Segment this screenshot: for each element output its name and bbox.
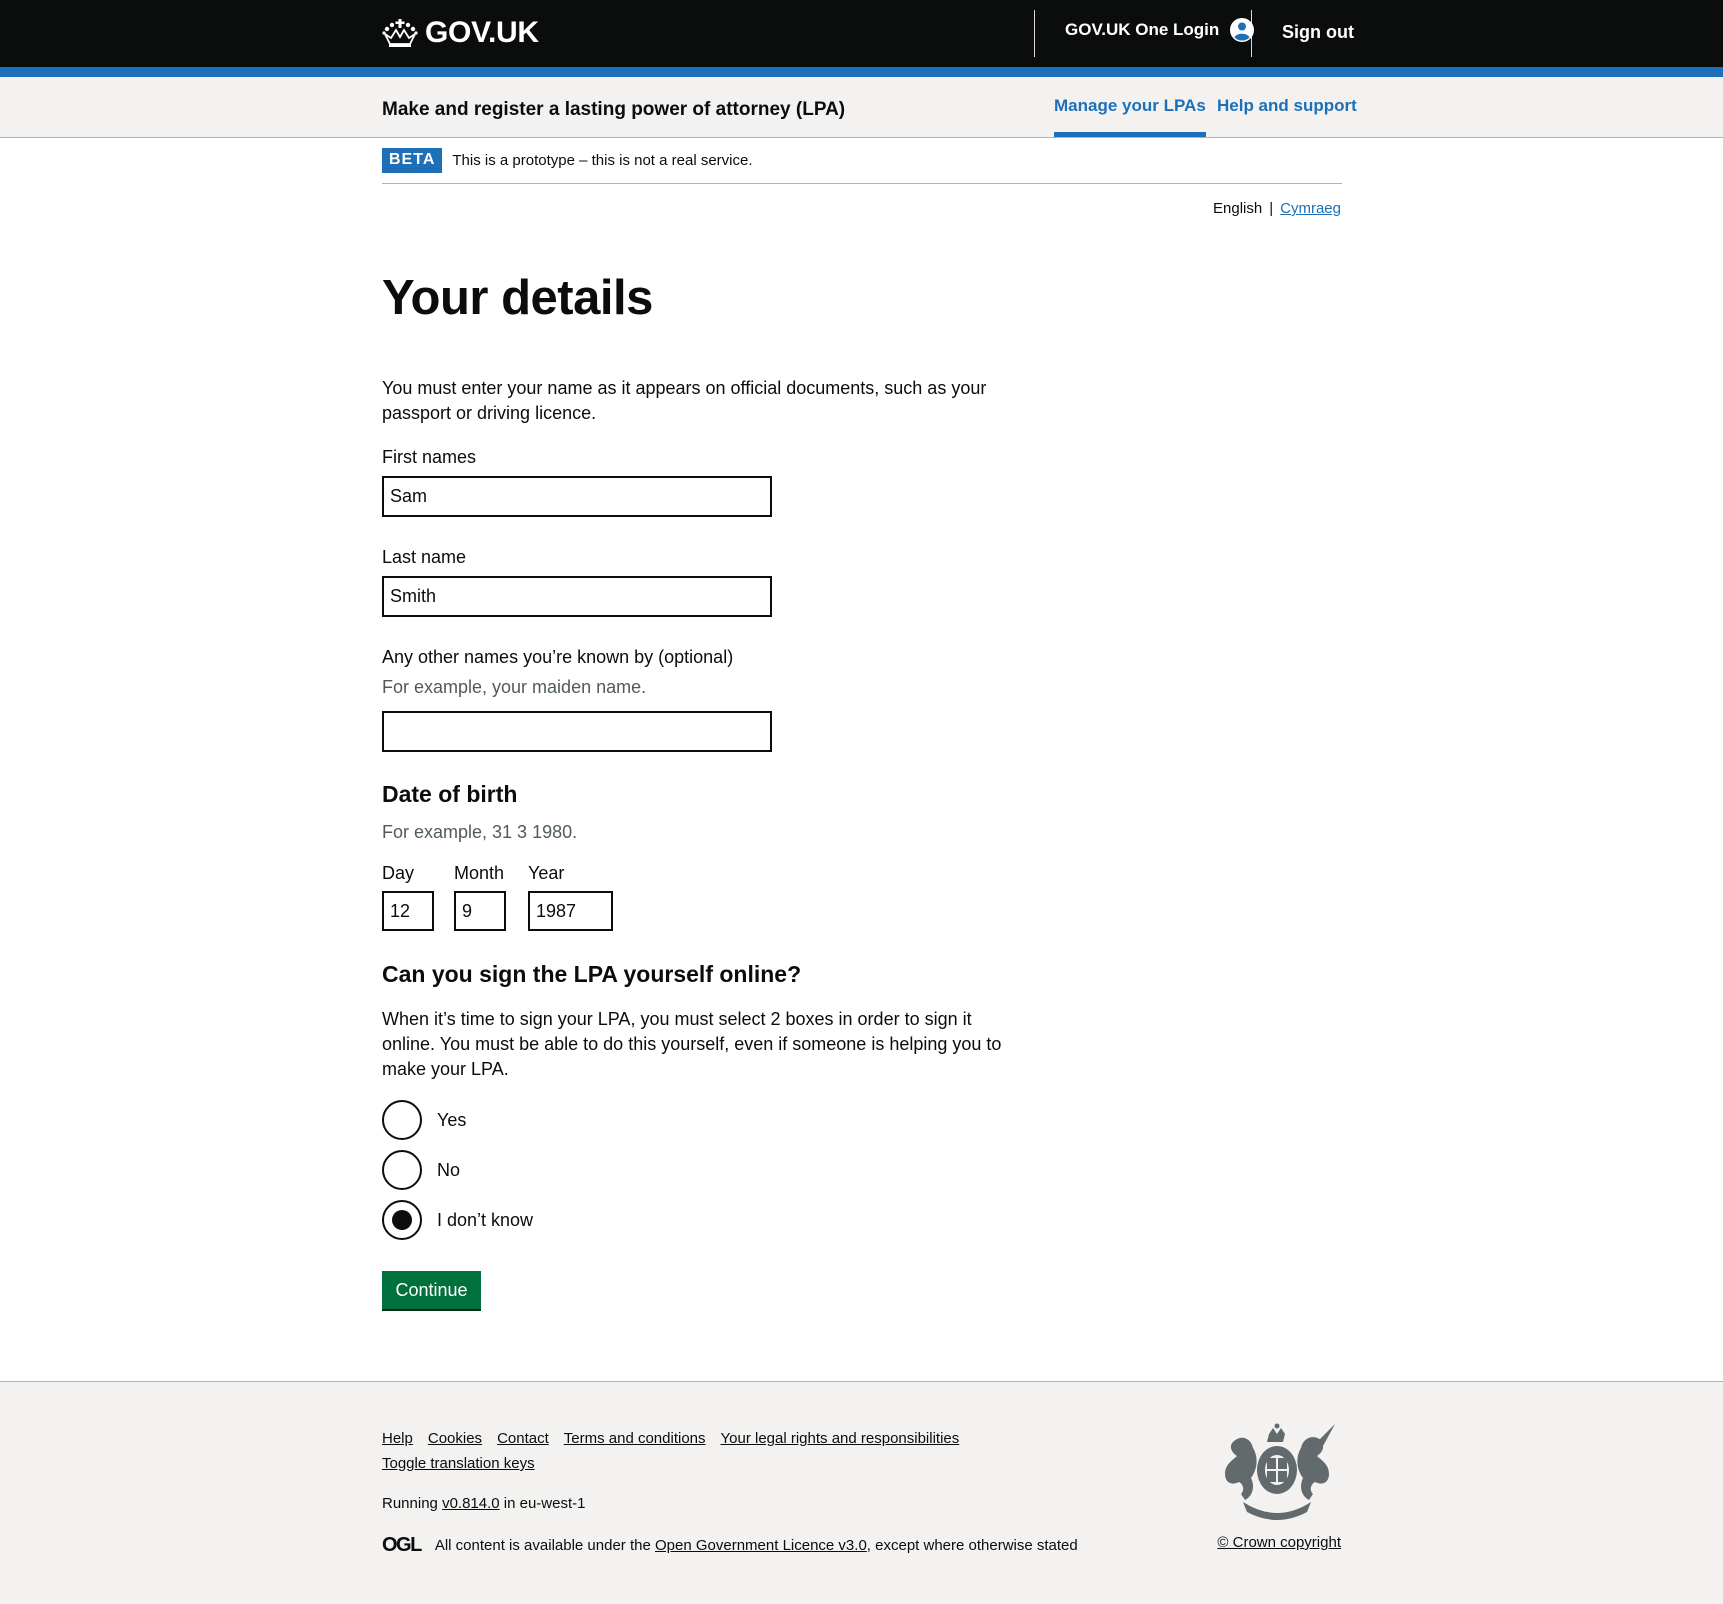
last-name-label: Last name [382, 547, 467, 567]
running-prefix: Running [382, 1495, 438, 1512]
first-names-label: First names [382, 447, 477, 467]
crown-copyright-link[interactable]: © Crown copyright [1217, 1534, 1341, 1551]
page-title: Your details [382, 271, 653, 325]
first-names-input[interactable] [382, 476, 772, 517]
radio-no[interactable] [382, 1150, 460, 1190]
dob-month-input[interactable] [454, 891, 506, 931]
intro-text: You must enter your name as it appears on official documents, such as your passport or driving licence. [382, 378, 987, 423]
nav-help-and-support[interactable]: Help and support [1217, 96, 1357, 115]
last-name-input[interactable] [382, 576, 772, 617]
dob-month-label: Month [454, 863, 505, 883]
dob-day-label: Day [382, 863, 415, 883]
licence-suffix: , except where otherwise stated [866, 1537, 1078, 1554]
radio-circle-selected[interactable] [382, 1200, 422, 1240]
running-suffix: in eu-west-1 [503, 1495, 586, 1512]
licence-statement [382, 1534, 1078, 1557]
govuk-logo-link[interactable] [382, 14, 539, 52]
language-switcher [1213, 200, 1341, 217]
dob-year-input[interactable] [528, 891, 613, 931]
radio-yes-label: Yes [437, 1109, 467, 1130]
toggle-translation-keys-link[interactable]: Toggle translation keys [382, 1455, 535, 1472]
service-navigation [0, 77, 1723, 138]
dob-day-input[interactable] [382, 891, 434, 931]
radio-circle[interactable] [382, 1100, 422, 1140]
licence-prefix: All content is available under the [434, 1537, 651, 1554]
other-names-input[interactable] [382, 711, 772, 752]
dob-hint: For example, 31 3 1980. [382, 822, 578, 842]
sign-online-body: When it’s time to sign your LPA, you must select 2 boxes in order to sign it online. You must be able to do this yourself, even if someone is helping you to make your LPA. [382, 1009, 1002, 1079]
beta-tag: BETA [382, 148, 442, 173]
radio-yes[interactable] [382, 1100, 466, 1140]
royal-coat-of-arms-icon [1213, 1422, 1341, 1526]
other-names-hint: For example, your maiden name. [382, 677, 647, 697]
one-login-link[interactable] [1065, 18, 1254, 42]
phase-banner-text: This is a prototype – this is not a real service. [452, 152, 753, 169]
footer-link-cookies[interactable]: Cookies [427, 1430, 483, 1447]
radio-dont-know-label: I don’t know [437, 1209, 534, 1230]
footer-links [382, 1430, 974, 1447]
running-version [382, 1495, 585, 1512]
dob-heading: Date of birth [382, 781, 518, 807]
language-current: English [1213, 200, 1263, 217]
header-divider [1251, 10, 1252, 57]
ogl-logo-icon: OGL [382, 1534, 421, 1556]
version-link[interactable]: v0.814.0 [442, 1495, 500, 1512]
nav-manage-lpas[interactable]: Manage your LPAs [1054, 96, 1206, 115]
service-name: Make and register a lasting power of attorney (LPA) [382, 99, 846, 120]
header-divider [1034, 10, 1035, 57]
sign-out-link[interactable]: Sign out [1282, 22, 1354, 42]
continue-button[interactable]: Continue [382, 1271, 481, 1309]
radio-no-label: No [437, 1159, 461, 1180]
phase-banner [382, 148, 1342, 184]
sign-online-heading: Can you sign the LPA yourself online? [382, 961, 802, 987]
one-login-label: GOV.UK One Login [1065, 20, 1220, 39]
header-blue-bar [0, 67, 1723, 77]
crown-icon [382, 18, 418, 48]
radio-dont-know[interactable] [382, 1200, 533, 1240]
govuk-header [0, 0, 1723, 67]
language-separator: | [1269, 200, 1274, 217]
dob-year-label: Year [528, 863, 565, 883]
radio-circle[interactable] [382, 1150, 422, 1190]
licence-link[interactable]: Open Government Licence v3.0 [655, 1537, 867, 1554]
footer-link-contact[interactable]: Contact [497, 1430, 549, 1447]
footer-link-help[interactable]: Help [382, 1430, 413, 1447]
footer-link-legal-rights[interactable]: Your legal rights and responsibilities [720, 1430, 960, 1447]
govuk-logo-text: GOV.UK [425, 16, 539, 49]
footer [0, 1381, 1723, 1604]
language-cymraeg-link[interactable]: Cymraeg [1280, 200, 1341, 217]
other-names-label: Any other names you’re known by (optional) [382, 647, 734, 667]
footer-link-terms[interactable]: Terms and conditions [563, 1430, 706, 1447]
